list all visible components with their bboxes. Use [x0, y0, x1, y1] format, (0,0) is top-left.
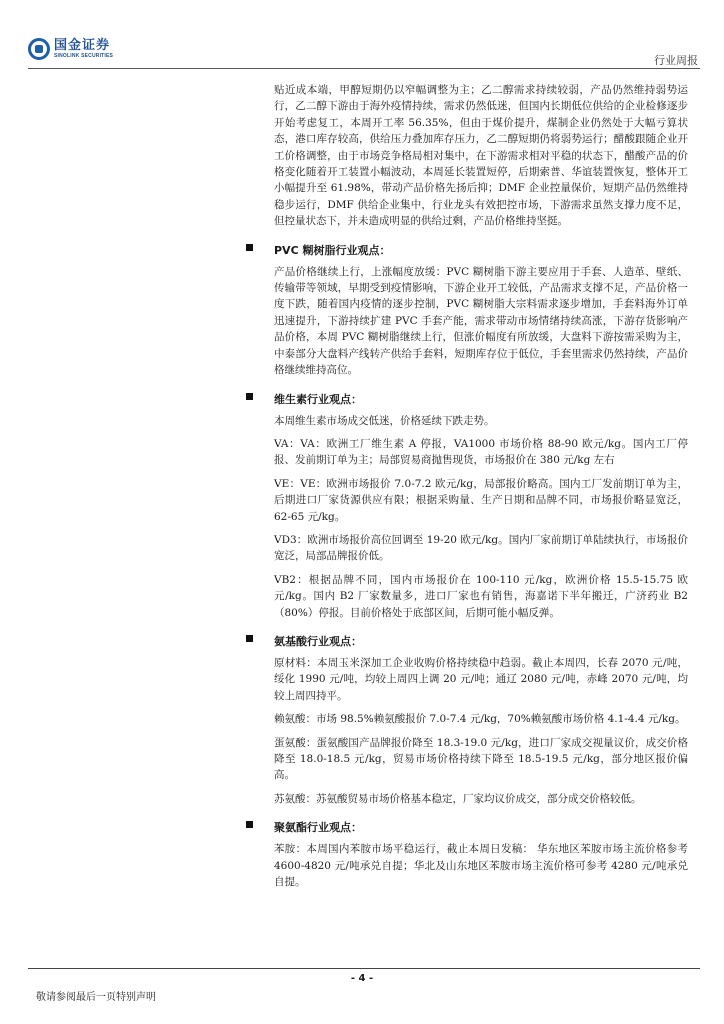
square-bullet-icon: [246, 244, 253, 251]
paragraph-methionine: 蛋氨酸：蛋氨酸国产品牌报价降至 18.3-19.0 元/kg，进口厂家成交视量议价，成交价格降至 18.0-18.5 元/kg，贸易市场价格持续下降至 18.5-19.5 元/kg，部分地区报价偏高。: [274, 736, 688, 782]
paragraph-ve: VE：VE：欧洲市场报价 7.0-7.2 欧元/kg，局部报价略高。国内工厂发前期订单为主，后期进口厂家货源供应有限；根据采购量、生产日期和品牌不同，市场报价略显宽泛，62-65 元/kg。: [274, 477, 688, 523]
disclaimer-note: 敬请参阅最后一页特别声明: [36, 992, 156, 1003]
sinolink-logo: [28, 38, 113, 60]
paragraph-lysine: 赖氨酸：市场 98.5%赖氨酸报价 7.0-7.4 元/kg，70%赖氨酸市场价格 4.1-4.4 元/kg。: [274, 713, 686, 726]
paragraph-threonine: 苏氨酸：苏氨酸贸易市场价格基本稳定，厂家均议价成交，部分成交价格较低。: [274, 792, 642, 805]
report-type-label: 行业周报: [654, 54, 698, 67]
page-number: - 4 -: [350, 973, 374, 984]
section-heading-polyurethane: [274, 816, 688, 834]
paragraph-vd3: VD3：欧洲市场报价高位回调至 19-20 欧元/kg。国内厂家前期订单陆续执行，市场报价宽泛，局部品牌报价低。: [274, 533, 688, 563]
square-bullet-icon: [246, 393, 253, 400]
section-title: PVC 糊树脂行业观点：: [274, 243, 391, 257]
paragraph-chemicals-intro: 贴近成本端，甲醇短期仍以窄幅调整为主；乙二醇需求持续较弱，产品仍然维持弱势运行，乙二醇下游由于海外疫情持续，需求仍然低迷，但国内长期低位供给的企业检修逐步开始考虑复工，本周开工率 56.35%，但由于煤价提升，煤制企业仍然处于大幅亏算状态，港口库存较高，供给压力叠加库存压力，乙二醇短期仍将弱势运行；醋酸跟随企业开工价格调整，由于市场竞争格局相对集中，在下游需求相对平稳的状态下，醋酸产品的价格变化随着开工装置小幅波动，本周延长装置短停，后期索普、华谊装置恢复，整体开工小幅提升至 61.98%，带动产品价格先扬后抑；DMF 企业控量保价，短期产品仍然维持稳步运行，DMF 供给企业集中，行业龙头有效把控市场，下游需求虽然支撑力度不足，但控量状态下，并未造成明显的供给过剩，产品价格维持坚挺。: [274, 84, 688, 228]
paragraph-pvc: 产品价格继续上行，上涨幅度放缓：PVC 糊树脂下游主要应用于手套、人造革、壁纸、传输带等领域，早期受到疫情影响，下游企业开工较低，产品需求支撑不足，产品价格一度下跌，随着国内疫情的逐步控制，PVC 糊树脂大宗料需求逐步增加，手套料海外订单迅速提升，下游持续扩建 PVC 手套产能，需求带动市场情绪持续高涨，下游存货影响产品价格，本周 PVC 糊树脂继续上行，但涨价幅度有所放缓，大盘料下游按需采购为主，中泰部分大盘料产线转产供给手套料，短期库存位于低位，手套里需求仍然持续，产品价格继续维持高位。: [274, 265, 688, 377]
paragraph-vitamin-summary: 本周维生素市场成交低迷，价格延续下跌走势。: [274, 414, 495, 427]
logo-name-cn: 国金证券: [54, 38, 111, 53]
section-title: 聚氨酯行业观点：: [274, 821, 362, 835]
page-header: [0, 0, 724, 70]
paragraph-va: VA：VA：欧洲工厂维生素 A 停报，VA1000 市场价格 88-90 欧元/kg。国内工厂停报、发前期订单为主；局部贸易商抛售现货，市场报价在 380 元/kg 左右: [274, 437, 688, 467]
report-body: [274, 82, 688, 897]
paragraph-aniline: 苯胺：本周国内苯胺市场平稳运行，截止本周日发稿： 华东地区苯胺市场主流价格参考 4600-4820 元/吨承兑自提；华北及山东地区苯胺市场主流价格可参考 4280 元/吨承兑 自提。: [274, 843, 688, 889]
square-bullet-icon: [246, 635, 253, 642]
section-heading-pvc: [274, 239, 688, 257]
square-bullet-icon: [246, 821, 253, 828]
section-heading-vitamin: [274, 388, 688, 406]
section-title: 维生素行业观点：: [274, 392, 362, 406]
paragraph-vb2: VB2：根据品牌不同，国内市场报价在 100-110 元/kg，欧洲价格 15.5-15.75 欧元/kg。国内 B2 厂家数量多，进口厂家也有销售，海嘉诺下半年搬迁，广济药业 B2（80%）停报。目前价格处于底部区间，后期可能小幅反弹。: [274, 573, 688, 619]
section-title: 氨基酸行业观点：: [274, 634, 362, 648]
footer-divider: [28, 968, 700, 969]
logo-mark-icon: [28, 38, 50, 60]
paragraph-raw-materials: 原材料：本周玉米深加工企业收购价格持续稳中趋弱。截止本周四，长春 2070 元/吨，绥化 1990 元/吨，均较上周四上调 20 元/吨；通辽 2080 元/吨，赤峰 2070 元/吨，均较上周四持平。: [274, 656, 688, 702]
header-divider: [28, 68, 700, 69]
logo-name-en: SINOLINK SECURITIES: [54, 53, 114, 59]
section-heading-amino-acid: [274, 630, 688, 648]
